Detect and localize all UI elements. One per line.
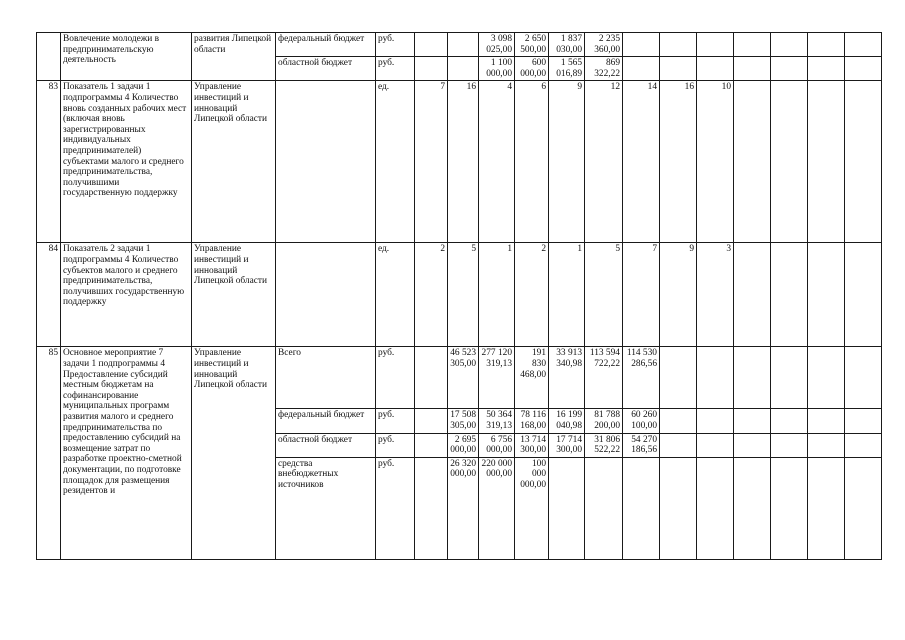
unit: руб. xyxy=(376,433,415,457)
unit: руб. xyxy=(376,409,415,433)
value-cell xyxy=(734,347,771,409)
value-cell xyxy=(660,347,697,409)
value-cell: 9 xyxy=(549,81,585,243)
value-cell xyxy=(697,433,734,457)
value-cell xyxy=(623,57,660,81)
unit: руб. xyxy=(376,33,415,57)
value-cell: 46 523 305,00 xyxy=(448,347,479,409)
value-cell xyxy=(734,457,771,559)
activity-description: Показатель 2 задачи 1 подпрограммы 4 Количество субъектов малого и среднего предпринимательства, получивших государственную поддержку xyxy=(61,243,192,347)
unit: руб. xyxy=(376,347,415,409)
funding-source: областной бюджет xyxy=(276,433,376,457)
value-cell: 1 xyxy=(479,243,515,347)
value-cell: 78 116 168,00 xyxy=(515,409,549,433)
value-cell: 869 322,22 xyxy=(585,57,623,81)
value-cell: 50 364 319,13 xyxy=(479,409,515,433)
value-cell xyxy=(808,409,845,433)
value-cell: 12 xyxy=(585,81,623,243)
value-cell: 1 565 016,89 xyxy=(549,57,585,81)
value-cell xyxy=(845,409,882,433)
unit: руб. xyxy=(376,57,415,81)
value-cell xyxy=(660,457,697,559)
value-cell: 191 830 468,00 xyxy=(515,347,549,409)
value-cell: 5 xyxy=(585,243,623,347)
value-cell: 2 650 500,00 xyxy=(515,33,549,57)
responsible-org: развития Липецкой области xyxy=(192,33,276,81)
value-cell: 13 714 300,00 xyxy=(515,433,549,457)
value-cell xyxy=(845,57,882,81)
unit: ед. xyxy=(376,243,415,347)
value-cell xyxy=(771,57,808,81)
value-cell: 16 199 040,98 xyxy=(549,409,585,433)
value-cell: 4 xyxy=(479,81,515,243)
value-cell xyxy=(415,457,448,559)
value-cell: 16 xyxy=(660,81,697,243)
activity-description: Основное мероприятие 7 задачи 1 подпрограммы 4 Предоставление субсидий местным бюджетам на софинансирование муниципальных программ развития малого и среднего предпринимательства по предоставлению субсидий на возмещение затрат по разработке проектно-сметной документации, по подготовке площадок для размещения резидентов и xyxy=(61,347,192,559)
value-cell: 113 594 722,22 xyxy=(585,347,623,409)
value-cell: 10 xyxy=(697,81,734,243)
value-cell xyxy=(734,433,771,457)
value-cell: 6 xyxy=(515,81,549,243)
funding-source: областной бюджет xyxy=(276,57,376,81)
value-cell: 54 270 186,56 xyxy=(623,433,660,457)
value-cell xyxy=(415,33,448,57)
funding-source: федеральный бюджет xyxy=(276,409,376,433)
value-cell: 14 xyxy=(623,81,660,243)
value-cell: 17 508 305,00 xyxy=(448,409,479,433)
value-cell xyxy=(845,433,882,457)
row-number: 84 xyxy=(37,243,61,347)
value-cell: 7 xyxy=(415,81,448,243)
unit: ед. xyxy=(376,81,415,243)
activity-description: Показатель 1 задачи 1 подпрограммы 4 Количество вновь созданных рабочих мест (включая вновь зарегистрированных индивидуальных предпринимателей) субъектами малого и среднего предпринимательства, получившими государственную поддержку xyxy=(61,81,192,243)
responsible-org: Управление инвестиций и инноваций Липецкой области xyxy=(192,347,276,559)
value-cell xyxy=(771,243,808,347)
table-row xyxy=(37,347,882,409)
funding-source: Всего xyxy=(276,347,376,409)
value-cell xyxy=(771,81,808,243)
value-cell xyxy=(845,457,882,559)
value-cell xyxy=(697,457,734,559)
table-row xyxy=(37,33,882,57)
value-cell: 100 000 000,00 xyxy=(515,457,549,559)
value-cell: 31 806 522,22 xyxy=(585,433,623,457)
value-cell: 3 098 025,00 xyxy=(479,33,515,57)
value-cell: 2 695 000,00 xyxy=(448,433,479,457)
value-cell xyxy=(697,57,734,81)
program-indicators-table xyxy=(36,32,882,560)
value-cell xyxy=(845,347,882,409)
value-cell xyxy=(448,57,479,81)
value-cell: 2 xyxy=(515,243,549,347)
value-cell xyxy=(734,409,771,433)
value-cell xyxy=(771,457,808,559)
value-cell: 1 100 000,00 xyxy=(479,57,515,81)
value-cell: 2 xyxy=(415,243,448,347)
value-cell xyxy=(845,243,882,347)
table-row xyxy=(37,243,882,347)
value-cell xyxy=(808,81,845,243)
funding-source xyxy=(276,243,376,347)
value-cell xyxy=(771,409,808,433)
value-cell xyxy=(734,33,771,57)
value-cell: 7 xyxy=(623,243,660,347)
funding-source: федеральный бюджет xyxy=(276,33,376,57)
value-cell xyxy=(734,57,771,81)
funding-source xyxy=(276,81,376,243)
value-cell: 16 xyxy=(448,81,479,243)
value-cell xyxy=(623,33,660,57)
value-cell xyxy=(660,433,697,457)
value-cell: 2 235 360,00 xyxy=(585,33,623,57)
value-cell: 1 xyxy=(549,243,585,347)
value-cell xyxy=(549,457,585,559)
table-body xyxy=(37,33,882,560)
row-number: 83 xyxy=(37,81,61,243)
value-cell xyxy=(415,57,448,81)
value-cell: 277 120 319,13 xyxy=(479,347,515,409)
value-cell xyxy=(415,433,448,457)
value-cell xyxy=(808,57,845,81)
value-cell: 5 xyxy=(448,243,479,347)
value-cell xyxy=(660,33,697,57)
value-cell xyxy=(771,33,808,57)
value-cell xyxy=(697,347,734,409)
unit: руб. xyxy=(376,457,415,559)
value-cell xyxy=(660,57,697,81)
value-cell xyxy=(448,33,479,57)
value-cell xyxy=(697,409,734,433)
value-cell xyxy=(415,409,448,433)
value-cell: 81 788 200,00 xyxy=(585,409,623,433)
responsible-org: Управление инвестиций и инноваций Липецкой области xyxy=(192,243,276,347)
value-cell xyxy=(734,243,771,347)
value-cell: 17 714 300,00 xyxy=(549,433,585,457)
value-cell xyxy=(734,81,771,243)
value-cell xyxy=(771,433,808,457)
value-cell xyxy=(808,33,845,57)
value-cell: 60 260 100,00 xyxy=(623,409,660,433)
value-cell xyxy=(697,33,734,57)
activity-description: Вовлечение молодежи в предпринимательскую деятельность xyxy=(61,33,192,81)
value-cell xyxy=(808,347,845,409)
row-number xyxy=(37,33,61,81)
value-cell xyxy=(808,243,845,347)
value-cell: 3 xyxy=(697,243,734,347)
value-cell: 26 320 000,00 xyxy=(448,457,479,559)
value-cell xyxy=(808,457,845,559)
value-cell xyxy=(585,457,623,559)
value-cell xyxy=(808,433,845,457)
funding-source: средства внебюджетных источников xyxy=(276,457,376,559)
value-cell: 9 xyxy=(660,243,697,347)
value-cell: 600 000,00 xyxy=(515,57,549,81)
value-cell: 6 756 000,00 xyxy=(479,433,515,457)
value-cell: 114 530 286,56 xyxy=(623,347,660,409)
value-cell xyxy=(415,347,448,409)
value-cell xyxy=(660,409,697,433)
row-number: 85 xyxy=(37,347,61,559)
responsible-org: Управление инвестиций и инноваций Липецкой области xyxy=(192,81,276,243)
value-cell: 1 837 030,00 xyxy=(549,33,585,57)
value-cell: 33 913 340,98 xyxy=(549,347,585,409)
value-cell xyxy=(771,347,808,409)
value-cell xyxy=(623,457,660,559)
table-row xyxy=(37,81,882,243)
value-cell xyxy=(845,33,882,57)
value-cell xyxy=(845,81,882,243)
value-cell: 220 000 000,00 xyxy=(479,457,515,559)
